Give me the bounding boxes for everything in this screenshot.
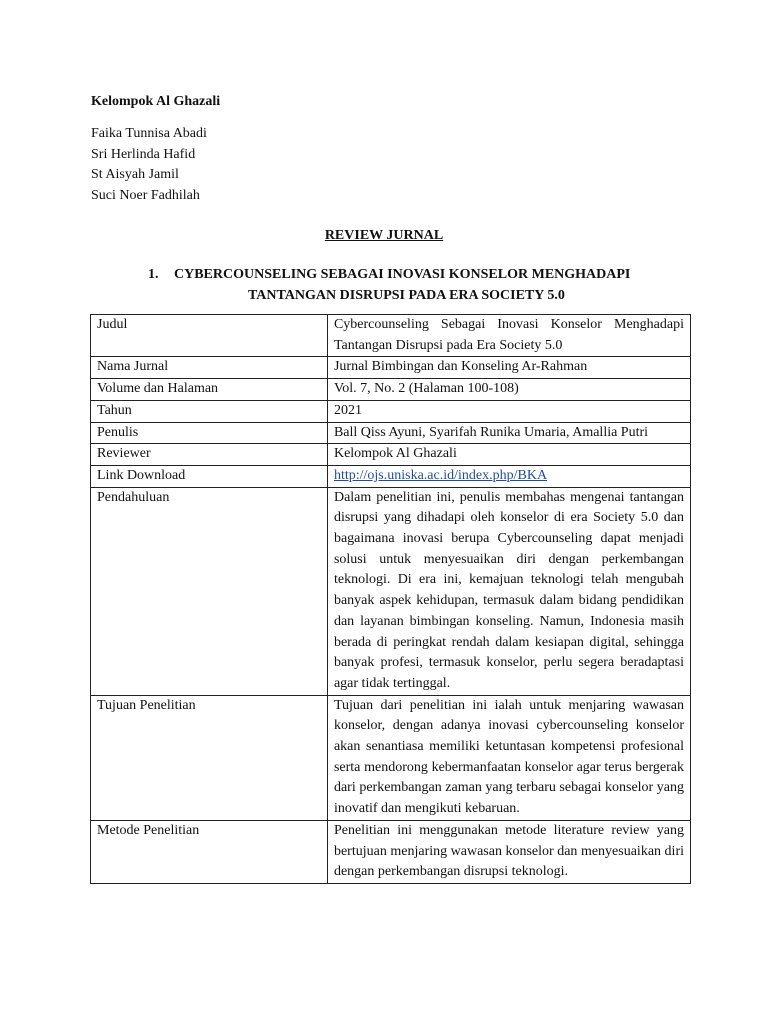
row-label: Link Download	[91, 465, 328, 487]
row-label: Metode Penelitian	[91, 820, 328, 883]
member-name: Faika Tunnisa Abadi	[91, 126, 207, 141]
table-row	[91, 400, 691, 422]
table-row	[91, 465, 691, 487]
table-row	[91, 820, 691, 883]
row-value: Cybercounseling Sebagai Inovasi Konselor Menghadapi Tantangan Disrupsi pada Era Society 5.0	[327, 315, 690, 357]
table-row	[91, 695, 691, 820]
table-row	[91, 315, 691, 357]
row-label: Judul	[91, 315, 328, 357]
review-table	[90, 314, 691, 884]
row-label: Nama Jurnal	[91, 357, 328, 379]
table-row	[91, 487, 691, 695]
table-row	[91, 379, 691, 401]
review-title: REVIEW JURNAL	[324, 228, 444, 243]
row-value: Tujuan dari penelitian ini ialah untuk menjaring wawasan konselor, dengan adanya inovasi cybercounseling konselor akan senantiasa memiliki ketuntasan kompetensi profesional serta mendorong kebermanfaatan konselor agar terus bergerak dari perkembangan zaman yang terbaru sebagai konselor yang inovatif dan mengikuti kebaruan.	[327, 695, 690, 820]
row-value: Jurnal Bimbingan dan Konseling Ar-Rahman	[327, 357, 690, 379]
table-row	[91, 444, 691, 466]
table-row	[91, 357, 691, 379]
row-value: Ball Qiss Ayuni, Syarifah Runika Umaria, Amallia Putri	[327, 422, 690, 444]
article-number: 1.	[148, 267, 159, 282]
row-value: Kelompok Al Ghazali	[327, 444, 690, 466]
member-name: Sri Herlinda Hafid	[91, 146, 196, 162]
row-value: Vol. 7, No. 2 (Halaman 100-108)	[327, 379, 690, 401]
row-label: Reviewer	[91, 444, 328, 466]
article-title-line-2: TANTANGAN DISRUPSI PADA ERA SOCIETY 5.0	[248, 288, 565, 303]
table-row	[91, 422, 691, 444]
row-value: Penelitian ini menggunakan metode literature review yang bertujuan menjaring wawasan konselor dan menyesuaikan diri dengan perkembangan disrupsi teknologi.	[327, 820, 690, 883]
row-label: Tujuan Penelitian	[91, 695, 328, 820]
row-label: Tahun	[91, 400, 328, 422]
row-value: Dalam penelitian ini, penulis membahas mengenai tantangan disrupsi yang dihadapi oleh konselor di era Society 5.0 dan bagaimana inovasi berupa Cybercounseling dapat menjadi solusi untuk menyesuaikan diri dengan perkembangan teknologi. Di era ini, kemajuan teknologi telah mengubah banyak aspek kehidupan, termasuk dalam bidang pendidikan dan layanan bimbingan konseling. Namun, Indonesia masih berada di peringkat rendah dalam kesiapan digital, sehingga banyak profesi, termasuk konselor, perlu segera beradaptasi agar tidak tertinggal.	[327, 487, 690, 695]
row-label: Penulis	[91, 422, 328, 444]
member-name: Suci Noer Fadhilah	[91, 187, 200, 203]
group-title: Kelompok Al Ghazali	[91, 94, 221, 109]
member-name: St Aisyah Jamil	[91, 167, 179, 182]
article-title-line-1: CYBERCOUNSELING SEBAGAI INOVASI KONSELOR MENGHADAPI	[174, 267, 631, 282]
row-label: Pendahuluan	[91, 487, 328, 695]
link-download-cell	[327, 465, 690, 487]
download-link[interactable]: http://ojs.uniska.ac.id/index.php/BKA	[333, 467, 548, 483]
member-list	[91, 124, 207, 206]
row-label: Volume dan Halaman	[91, 379, 328, 401]
row-value: 2021	[327, 400, 690, 422]
